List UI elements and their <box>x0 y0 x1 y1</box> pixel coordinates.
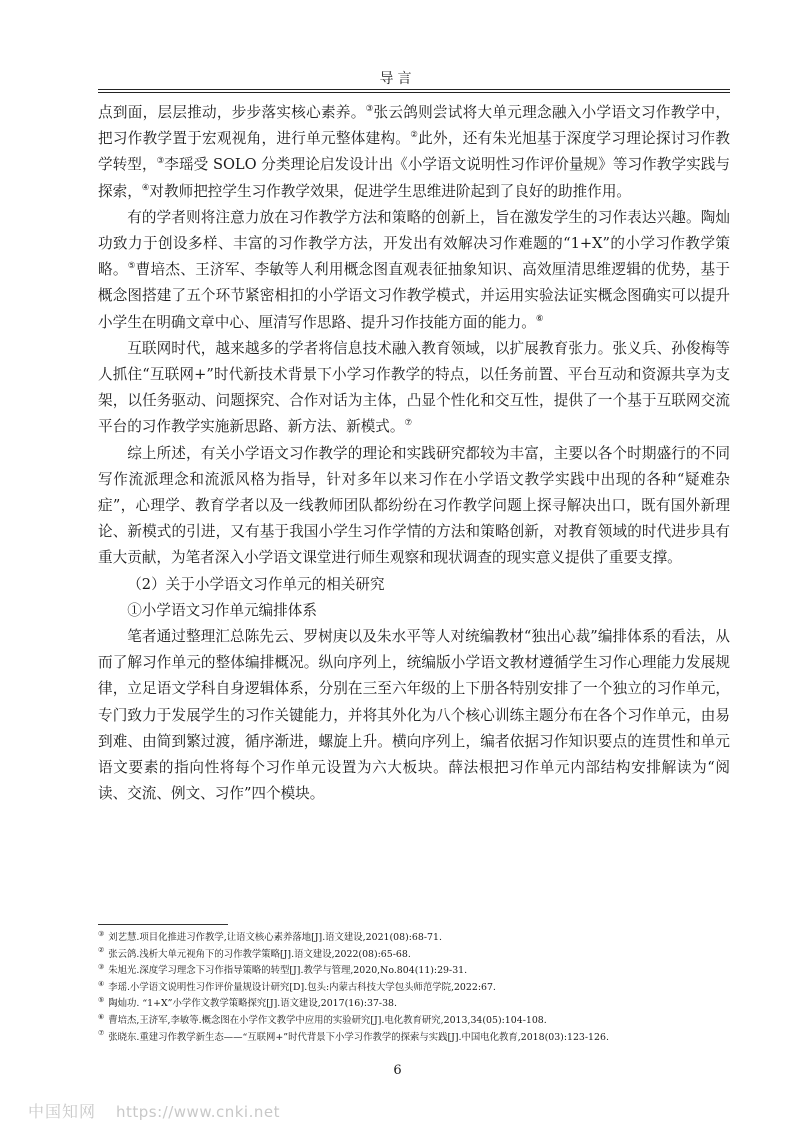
paragraph-text: 有的学者则将注意力放在习作教学方法和策略的创新上，旨在激发学生的习作表达兴趣。陶灿功致力于创设多样、丰富的习作教学方法，开发出有效解决习作难题的“1+X”的小学习作教学策略。 <box>98 208 730 279</box>
running-header-title: 导言 <box>379 71 416 87</box>
footnote-item <box>98 996 738 1013</box>
footnote-text: 李瑶.小学语文说明性习作评价量规设计研究[D].包头:内蒙古科技大学包头师范学院,2022:67. <box>108 981 496 993</box>
header-rule <box>98 89 730 93</box>
paragraph-text: 互联网时代，越来越多的学者将信息技术融入教育领域，以扩展教育张力。张义兵、孙俊梅等人抓住“互联网+”时代新技术背景下小学习作教学的特点，以任务前置、平台互动和资源共享为支架，以任务驱动、问题探究、合作对话为主体，凸显个性化和交互性，提供了一个基于互联网交流平台的习作教学实施新思路、新方法、新模式。 <box>98 339 730 436</box>
footnote-mark: ⑤ <box>98 996 105 1005</box>
paragraph <box>98 205 730 336</box>
footnote-reference: ⑥ <box>535 313 544 324</box>
paragraph-text: ①小学语文习作单元编排体系 <box>127 601 317 619</box>
footnote-reference: ② <box>410 130 419 141</box>
footnote-mark: ⑦ <box>98 1029 105 1038</box>
footnote-text: 陶灿功. “1+X”小学作文教学策略探究[J].语文建设,2017(16):37-38. <box>108 998 397 1010</box>
footnote-mark: ③ <box>98 930 105 938</box>
footnote-reference: ③ <box>156 156 165 167</box>
footnote-text: 曹培杰,王济军,李敏等.概念图在小学作文教学中应用的实验研究[J].电化教育研究,2013,34(05):104-108. <box>108 1014 547 1026</box>
footnote-item <box>98 963 738 980</box>
footnote-text: 刘艺慧.项目化推进习作教学,让语文核心素养落地[J].语文建设,2021(08):68-71. <box>108 932 442 943</box>
paragraph-text: 李瑶受 SOLO 分类理论启发设计出《小学语文说明性习作评价量规》等习作教学实践与探索， <box>98 156 730 200</box>
footnote-item <box>98 930 738 947</box>
footnotes <box>98 930 738 1046</box>
paragraph-text: 笔者通过整理汇总陈先云、罗树庚以及朱水平等人对统编教材“独出心裁”编排体系的看法，从而了解习作单元的整体编排概况。纵向序列上，统编版小学语文教材遵循学生习作心理能力发展规律，立足语文学科自身逻辑体系，分别在三至六年级的上下册各特别安排了一个独立的习作单元，专门致力于发展学生的习作关键能力，并将其外化为八个核心训练主题分布在各个习作单元，由易到难、由简到繁过渡，循序渐进，螺旋上升。横向序列上，编者依据习作知识要点的连贯性和单元语文要素的指向性将每个习作单元设置为六大板块。薛法根把习作单元内部结构安排解读为“阅读、交流、例文、习作”四个模块。 <box>98 628 730 803</box>
footnote-rule <box>98 924 228 925</box>
footnote-mark: ② <box>98 946 105 955</box>
paragraph-text: 张云鸽则尝试将大单元理念融入小学语文习作教学中，把习作教学置于宏观视角，进行单元整体建构。 <box>98 104 730 148</box>
paragraph <box>98 598 730 624</box>
footnote-reference: ③ <box>365 104 374 115</box>
body-text <box>98 100 730 807</box>
paragraph-text: 点到面，层层推动，步步落实核心素养。 <box>98 104 366 121</box>
paragraph <box>98 572 730 598</box>
paragraph-text: 对教师把控学生习作教学效果，促进学生思维进阶起到了良好的助推作用。 <box>149 182 632 200</box>
paragraph-text: 此外，还有朱光旭基于深度学习理论探讨习作教学转型， <box>98 130 730 174</box>
footnote-text: 张云鸽.浅析大单元视角下的习作教学策略[J].语文建设,2022(08):65-68. <box>108 948 411 960</box>
paragraph <box>98 441 730 572</box>
footnote-item <box>98 1030 738 1047</box>
footnote-text: 朱旭光.深度学习理念下习作指导策略的转型[J].教学与管理,2020,No.804(11):29-31. <box>108 965 468 977</box>
watermark-url: https://www.cnki.net <box>116 1103 280 1121</box>
paragraph <box>98 336 730 441</box>
footnote-reference: ④ <box>141 182 150 193</box>
footnote-reference: ⑤ <box>127 261 136 272</box>
footnote-mark: ④ <box>98 979 105 988</box>
footnote-reference: ⑦ <box>404 418 413 429</box>
footnote-mark: ③ <box>98 963 105 972</box>
paragraph-text: 曹培杰、王济军、李敏等人利用概念图直观表征抽象知识、高效厘清思维逻辑的优势，基于概念图搭建了五个环节紧密相扣的小学语文习作教学模式，并运用实验法证实概念图确实可以提升小学生在明确文章中心、厘清写作思路、提升习作技能方面的能力。 <box>98 261 730 331</box>
watermark-brand: 中国知网 <box>28 1102 97 1121</box>
footnote-text: 张晓东.重建习作教学新生态——“互联网+”时代背景下小学习作教学的探索与实践[J].中国电化教育,2018(03):123-126. <box>108 1031 609 1043</box>
footnote-item <box>98 1013 738 1030</box>
watermark <box>28 1099 280 1122</box>
paragraph-text: 综上所述，有关小学语文习作教学的理论和实践研究都较为丰富，主要以各个时期盛行的不同写作流派理念和流派风格为指导，针对多年以来习作在小学语文教学实践中出现的各种“疑难杂症”，心理学、教育学者以及一线教师团队都纷纷在习作教学问题上探寻解决出口，既有国外新理论、新模式的引进，又有基于我国小学生习作学情的方法和策略创新，对教育领域的时代进步具有重大贡献，为笔者深入小学语文课堂进行师生观察和现状调查的现实意义提供了重要支撑。 <box>98 444 730 567</box>
footnote-mark: ⑥ <box>98 1012 105 1021</box>
paragraph <box>98 100 730 205</box>
paragraph <box>98 624 730 807</box>
page-number: 6 <box>393 1063 402 1078</box>
footnote-item <box>98 980 738 997</box>
footnote-item <box>98 947 738 964</box>
paragraph-text: （2）关于小学语文习作单元的相关研究 <box>127 575 385 593</box>
